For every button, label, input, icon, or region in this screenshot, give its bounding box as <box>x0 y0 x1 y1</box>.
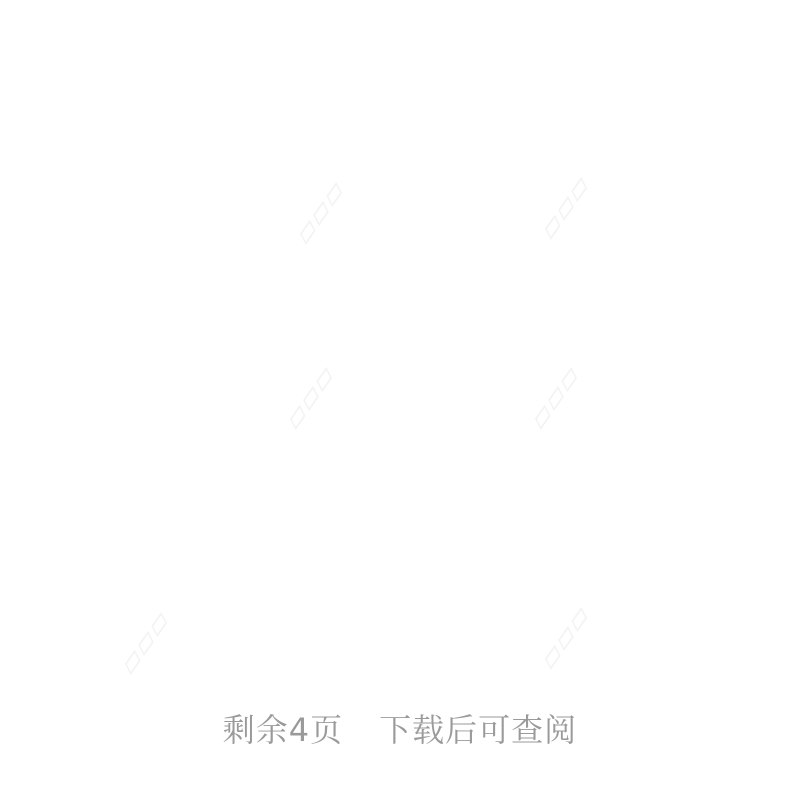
watermark: ▱▱▱ <box>275 359 344 436</box>
watermark: ▱▱▱ <box>110 604 179 681</box>
remaining-pages-text: 剩余4页 <box>222 711 344 749</box>
watermark: ▱▱▱ <box>530 169 599 246</box>
watermark: ▱▱▱ <box>520 359 589 436</box>
watermark: ▱▱▱ <box>530 599 599 676</box>
watermark: ▱▱▱ <box>285 174 354 251</box>
download-hint-text: 下载后可查阅 <box>379 711 578 749</box>
remaining-pages-banner[interactable] <box>0 700 800 760</box>
